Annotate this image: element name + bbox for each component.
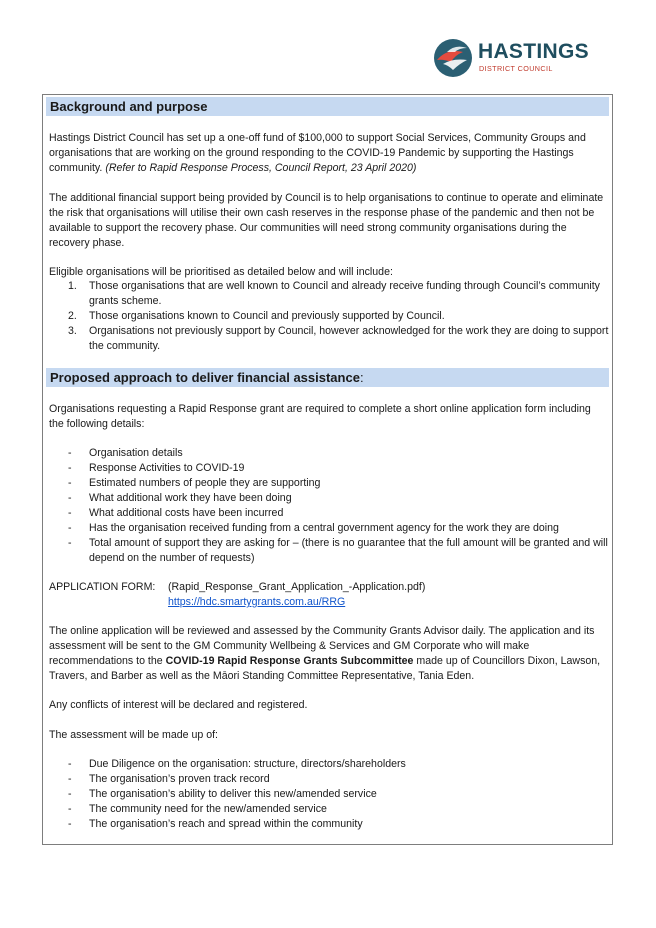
background-p1-text: Hastings District Council has set up a one-off fund of $100,000 to support Social Services, Community Groups and organisations that are working on the ground responding to the COVID-19 Pandemic by supporting the Hastings community. bbox=[49, 132, 586, 174]
section-heading-approach bbox=[46, 368, 609, 387]
bullet-dash: - bbox=[68, 818, 72, 830]
list-number: 1. bbox=[68, 280, 77, 292]
section-heading-background: Background and purpose bbox=[46, 97, 609, 116]
detail-item: Has the organisation received funding from a central government agency for the work they are doing bbox=[89, 522, 559, 534]
background-p1-reference: (Refer to Rapid Response Process, Council Report, 23 April 2020) bbox=[105, 162, 417, 174]
review-paragraph bbox=[49, 624, 607, 684]
background-paragraph-3: Eligible organisations will be prioritised as detailed below and will include: bbox=[49, 266, 393, 278]
review-text-post: made up of Councillors Dixon, Lawson, Travers, and Barber as well as the Māori Standing Committee Representative, Tania Eden. bbox=[49, 655, 601, 682]
background-paragraph-1 bbox=[49, 131, 607, 176]
council-logo bbox=[433, 36, 593, 86]
council-emblem-icon bbox=[433, 38, 473, 78]
subcommittee-name: COVID-19 Rapid Response Grants Subcommittee bbox=[165, 655, 414, 667]
detail-item: What additional work they have been doing bbox=[89, 492, 292, 504]
application-form-link-row bbox=[168, 595, 608, 610]
bullet-dash: - bbox=[68, 773, 72, 785]
bullet-dash: - bbox=[68, 522, 72, 534]
detail-item: Organisation details bbox=[89, 447, 183, 459]
list-number: 2. bbox=[68, 310, 77, 322]
application-form-link[interactable]: https://hdc.smartygrants.com.au/RRG bbox=[168, 596, 346, 608]
bullet-dash: - bbox=[68, 447, 72, 459]
bullet-dash: - bbox=[68, 803, 72, 815]
list-item: Those organisations that are well known to Council and already receive funding through Council’s community grants scheme. bbox=[89, 280, 600, 307]
assessment-item: The organisation’s ability to deliver this new/amended service bbox=[89, 788, 377, 800]
bullet-dash: - bbox=[68, 758, 72, 770]
assessment-item: The community need for the new/amended service bbox=[89, 803, 327, 815]
assessment-intro: The assessment will be made up of: bbox=[49, 729, 218, 741]
list-item: Those organisations known to Council and previously supported by Council. bbox=[89, 310, 445, 322]
approach-intro: Organisations requesting a Rapid Response grant are required to complete a short online application form including the following details: bbox=[49, 403, 591, 430]
detail-item: Estimated numbers of people they are supporting bbox=[89, 477, 321, 489]
list-number: 3. bbox=[68, 325, 77, 337]
list-item: Organisations not previously support by Council, however acknowledged for the work they are doing to support the community. bbox=[89, 325, 609, 352]
bullet-dash: - bbox=[68, 492, 72, 504]
bullet-dash: - bbox=[68, 507, 72, 519]
bullet-dash: - bbox=[68, 788, 72, 800]
logo-name: HASTINGS bbox=[478, 40, 589, 63]
approach-heading-colon: : bbox=[359, 370, 364, 385]
detail-item: What additional costs have been incurred bbox=[89, 507, 284, 519]
review-text-pre: The online application will be reviewed and assessed by the Community Grants Advisor daily. The application and its assessment will be sent to the GM Community Wellbeing & Services and GM Corporate who will make recommendations to the bbox=[49, 625, 595, 667]
assessment-item: The organisation’s reach and spread within the community bbox=[89, 818, 363, 830]
bullet-dash: - bbox=[68, 462, 72, 474]
assessment-item: The organisation’s proven track record bbox=[89, 773, 270, 785]
detail-item: Response Activities to COVID-19 bbox=[89, 462, 245, 474]
approach-heading-text: Proposed approach to deliver financial assistance bbox=[50, 370, 360, 385]
application-form-file: (Rapid_Response_Grant_Application_-Application.pdf) bbox=[168, 581, 426, 593]
detail-item: Total amount of support they are asking for – (there is no guarantee that the full amount will be granted and will depend on the number of requests) bbox=[89, 537, 608, 564]
assessment-item: Due Diligence on the organisation: structure, directors/shareholders bbox=[89, 758, 406, 770]
logo-subtitle: DISTRICT COUNCIL bbox=[479, 64, 553, 73]
conflicts-paragraph: Any conflicts of interest will be declared and registered. bbox=[49, 699, 308, 711]
bullet-dash: - bbox=[68, 477, 72, 489]
application-form-label: APPLICATION FORM: bbox=[49, 581, 156, 593]
background-paragraph-2: The additional financial support being provided by Council is to help organisations to continue to operate and eliminate the risk that organisations will utilise their own cash reserves in the response phase of the pandemic and then not be available to support the recovery phase. Our communities will need strong community organisations during the recovery phase. bbox=[49, 192, 604, 249]
bullet-dash: - bbox=[68, 537, 72, 549]
